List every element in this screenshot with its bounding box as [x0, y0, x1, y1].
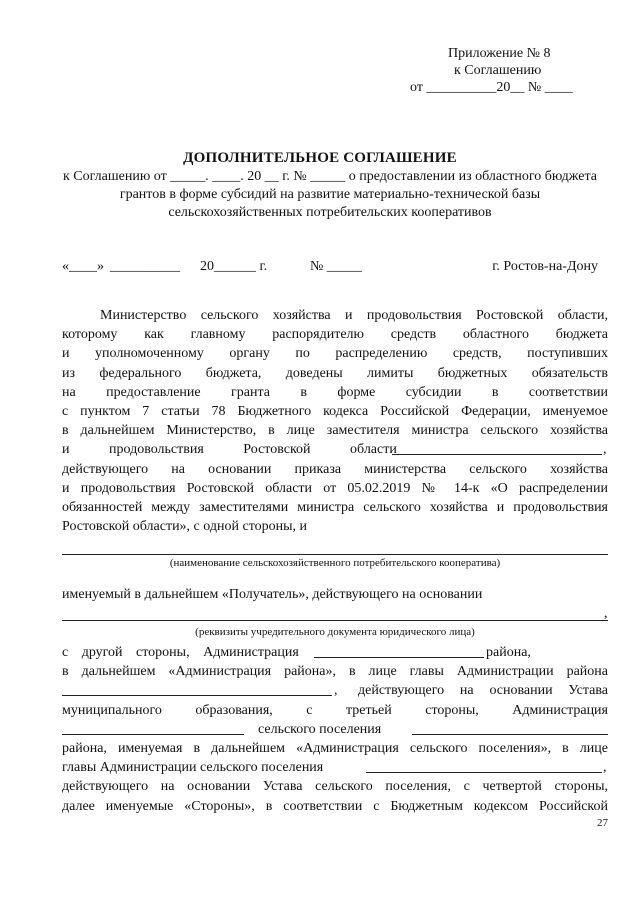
paragraph-line-text: с другой стороны, Администрация [62, 645, 299, 660]
caption-documents: (реквизиты учредительного документа юридического лица) [195, 626, 475, 638]
caption-cooperative: (наименование сельскохозяйственного потребительского кооператива) [169, 557, 501, 569]
paragraph-line [62, 720, 608, 739]
paragraph-line-text: действующего на основании Устава [358, 683, 608, 699]
paragraph-line [62, 701, 608, 720]
recipient-line [62, 585, 608, 604]
blank-field-settlement-head [366, 758, 602, 773]
comma: , [334, 683, 338, 699]
paragraph-line: из федерального бюджета, доведены лимиты бюджетных обязательств [62, 365, 608, 381]
page-number: 27 [597, 817, 608, 829]
paragraph-parties-ministry [62, 306, 608, 536]
paragraph-line: действующего на основании Устава сельского поселения, с четвертой стороны, [62, 779, 608, 795]
date-place-line [62, 258, 598, 276]
paragraph-line: именуемый в дальнейшем «Получатель», действующего на основании [62, 587, 483, 602]
appendix-line-2: к Соглашению [454, 63, 542, 78]
blank-line-cooperative [62, 554, 608, 555]
blank-field-settlement [62, 720, 244, 735]
appendix-line-3: от __________20__ № ____ [410, 80, 573, 95]
paragraph-line: на предоставление гранта в форме субсидии в соответствии [62, 384, 608, 400]
paragraph-line [62, 643, 608, 662]
appendix-block [410, 45, 602, 96]
paragraph-line: которому как главному распорядителю средств областного бюджета [62, 327, 608, 343]
comma: , [603, 442, 607, 458]
appendix-line-1: Приложение № 8 [448, 46, 551, 61]
paragraph-parties-administrations [62, 643, 608, 816]
paragraph-line [62, 440, 608, 459]
blank-field-settlement-name [412, 720, 608, 735]
paragraph-line: Министерство сельского хозяйства и продовольствия Ростовской области, [100, 308, 608, 323]
paragraph-line [62, 681, 608, 700]
document-subtitle: к Соглашению от _____. ____. 20 __ г. № _____ о предоставлении из областного бюджета грантов в форме субсидий на развитие материально-технической базы сельскохозяйственных потребительских кооперативов [63, 169, 597, 220]
paragraph-line: и уполномоченному органу по распределению средств, поступивших [62, 346, 608, 362]
date-day: «____» [62, 259, 104, 274]
paragraph-line: Ростовской области», с одной стороны, и [62, 519, 308, 535]
agreement-number: № _____ [310, 259, 362, 274]
date-month: __________ [110, 259, 180, 274]
paragraph-line [62, 758, 608, 777]
paragraph-line-text: главы Администрации сельского поселения [62, 760, 324, 776]
paragraph-line: района, именуемая в дальнейшем «Администрация сельского поселения», в лице [62, 740, 608, 756]
city: г. Ростов-на-Дону [492, 259, 598, 274]
paragraph-line-text: муниципального образования, с третьей стороны, Администрация [62, 702, 608, 718]
paragraph-line: далее именуемые «Стороны», в соответствии с Бюджетным кодексом Российской [62, 798, 608, 814]
paragraph-line-text: и продовольствия Ростовской области [62, 442, 397, 458]
comma: , [603, 760, 607, 776]
paragraph-line: в дальнейшем «Администрация района», в лице главы Администрации района [62, 664, 608, 680]
paragraph-line-text: района, [486, 645, 531, 660]
blank-field-district [314, 643, 484, 658]
paragraph-line: с пунктом 7 статьи 78 Бюджетного кодекса Российской Федерации, именуемое [62, 403, 608, 419]
document-title: ДОПОЛНИТЕЛЬНОЕ СОГЛАШЕНИЕ [183, 150, 457, 166]
date-year: 20______ г. [200, 259, 268, 274]
paragraph-line: в дальнейшем Министерство, в лице заместителя министра сельского хозяйства [62, 423, 608, 439]
paragraph-line: действующего на основании приказа министерства сельского хозяйства [62, 461, 608, 477]
blank-field-head [62, 681, 332, 696]
comma: , [604, 606, 608, 621]
blank-line-documents [62, 620, 608, 621]
paragraph-line-text: сельского поселения [258, 721, 382, 737]
blank-field [392, 440, 602, 455]
paragraph-line: обязанностей между заместителями министра сельского хозяйства и продовольствия [62, 499, 608, 515]
paragraph-line: и продовольствия Ростовской области от 05.02.2019 № 14-к «О распределении [62, 480, 608, 496]
